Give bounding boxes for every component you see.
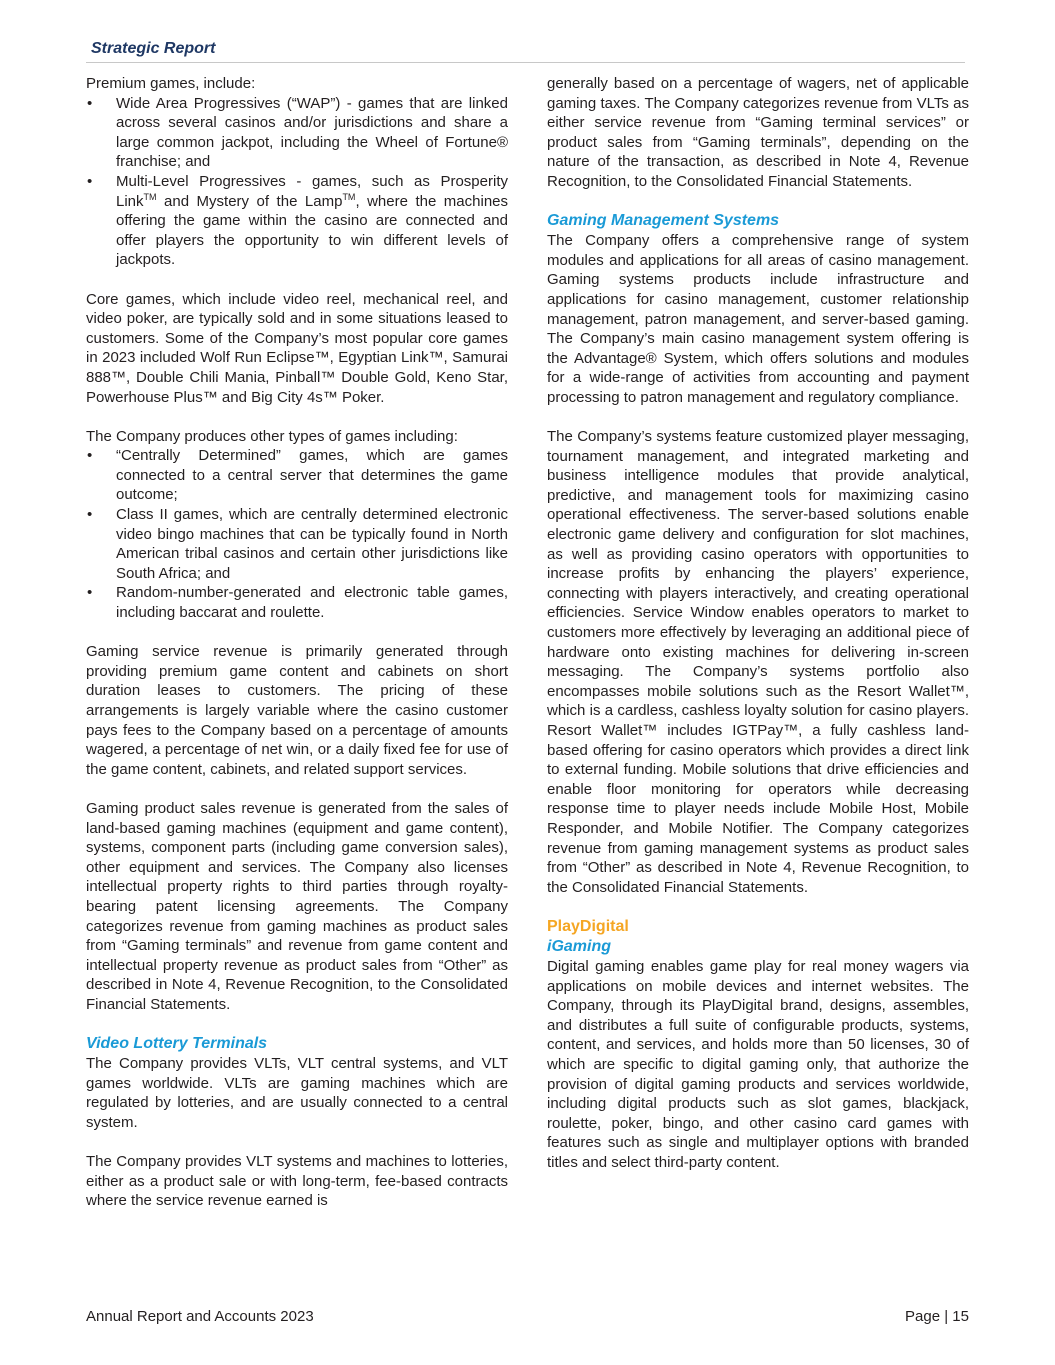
right-column [547,74,969,1172]
gms-paragraph-2: The Company’s systems feature customized player messaging, tournament management, and integrated marketing and business intelligence modules that provide analytical, predictive, and management tools for maximizing casino operational effectiveness. The server-based solutions enable electronic game delivery and configuration for slot machines, as well as providing casino operators with opportunities to increase profits by enhancing the players’ experience, connecting with players interactively, and creating operational efficiencies. Service Window enables operators to market to customers more effectively by leveraging an additional piece of hardware onto existing machines for delivering in-screen messaging. The Company’s systems portfolio also encompasses mobile solutions such as the Resort Wallet™, which is a cardless, cashless loyalty solution for casino players. Resort Wallet™ includes IGTPay™, a fully cashless land-based offering for casino operators which provides a direct link to external funding. Mobile solutions that drive efficiencies and enable floor monitoring for operators while decreasing response time to player needs include Mobile Host, Mobile Responder, and Mobile Notifier. The Company categorizes revenue from gaming management systems as product sales from “Other” as described in Note 4, Revenue Recognition, to the Consolidated Financial Statements. [547,428,969,896]
trademark-sup: TM [342,191,356,202]
gms-heading: Gaming Management Systems [547,212,780,230]
playdigital-heading: PlayDigital [547,917,629,935]
other-games-intro: The Company produces other types of games including: [86,427,458,445]
vlt-paragraph-1: The Company provides VLTs, VLT central systems, and VLT games worldwide. VLTs are gaming machines which are regulated by lotteries, and are usually connected to a central system. [86,1055,508,1131]
vlt-continued-paragraph: generally based on a percentage of wagers, net of applicable gaming taxes. The Company categorizes revenue from VLTs as either service revenue from “Gaming terminal services” or product sales from “Gaming terminals”, depending on the nature of the transaction, as described in Note 4, Revenue Recognition, to the Consolidated Financial Statements. [547,75,969,190]
premium-b2-text-1: Multi-Level Progressives - games, such as Prosperity Link [116,172,508,210]
left-column [86,74,508,1211]
premium-bullet-multilevel [86,172,508,270]
core-games-paragraph: Core games, which include video reel, mechanical reel, and video poker, are typically sold and in some situations leased to customers. Some of the Company’s most popular core games in 2023 included Wolf Run Eclipse™, Egyptian Link™, Samurai 888™, Double Chili Mania, Pinball™ Double Gold, Keno Star, Powerhouse Plus™ and Big City 4s™ Poker. [86,290,508,406]
header-divider [86,62,965,63]
premium-intro: Premium games, include: [86,75,256,92]
footer-page-number: Page | 15 [905,1308,969,1325]
other-bullet-rng: • Random-number-generated and electronic table games, including baccarat and roulette. [86,583,508,622]
vlt-heading: Video Lottery Terminals [86,1035,268,1053]
other-bullet-centrally-determined: • “Centrally Determined” games, which are games connected to a central server that determines the game outcome; [86,446,508,505]
premium-bullet-wap: • Wide Area Progressives (“WAP”) - games that are linked across several casinos and/or jurisdictions and share a large common jackpot, including the Wheel of Fortune® franchise; and [86,94,508,172]
vlt-paragraph-2: The Company provides VLT systems and machines to lotteries, either as a product sale or with long-term, fee-based contracts where the service revenue earned is [86,1153,508,1210]
premium-b2-text-2: and Mystery of the Lamp [156,192,343,210]
footer-report-title: Annual Report and Accounts 2023 [86,1308,314,1325]
premium-b2-text-3: , where the machines offering the game within the casino are connected and offer players the opportunity to win different levels of jackpots. [116,192,509,269]
product-revenue-paragraph: Gaming product sales revenue is generated from the sales of land-based gaming machines (equipment and game content), systems, component parts (including game conversion sales), other equipment and services. The Company also licenses intellectual property rights to third parties through royalty-bearing patent licensing agreements. The Company categorizes revenue from gaming machines as product sales from “Gaming terminals” and revenue from game content and intellectual property revenue as product sales from “Other” as described in Note 4, Revenue Recognition, to the Consolidated Financial Statements. [86,799,508,1013]
service-revenue-paragraph: Gaming service revenue is primarily generated through providing premium game content and cabinets on short duration leases to customers. The pricing of these arrangements is largely variable where the casino customer pays fees to the Company based on a percentage of amounts wagered, a percentage of net win, or a daily fixed fee for use of the game content, cabinets, and related support services. [86,643,508,778]
other-games-list [86,446,508,622]
other-bullet-class-ii: • Class II games, which are centrally determined electronic video bingo machines that can be typically found in North American tribal casinos and certain other jurisdictions like South Africa; and [86,505,508,583]
igaming-heading: iGaming [547,937,612,955]
trademark-sup: TM [143,191,157,202]
gms-paragraph-1: The Company offers a comprehensive range of system modules and applications for all areas of casino management. Gaming systems products include infrastructure and applications for casino management, customer relationship management, patron management, and server-based gaming. The Company’s main casino management system offering is the Advantage® System, which offers solutions and modules for a wide-range of activities from accounting and payment processing to patron management and regulatory compliance. [547,232,969,406]
section-title: Strategic Report [91,40,216,57]
premium-list [86,94,508,270]
igaming-paragraph: Digital gaming enables game play for real money wagers via applications on mobile devices and internet websites. The Company, through its PlayDigital brand, designs, assembles, and distributes a full suite of configurable products, systems, content, and services, and holds more than 50 licenses, 30 of which are specific to digital gaming only, that authorize the provision of digital gaming products and services worldwide, including digital products such as slot games, blackjack, roulette, poker, bingo, and other casino card games with features such as single and multiplayer options with branded titles and select third-party content. [547,957,969,1171]
